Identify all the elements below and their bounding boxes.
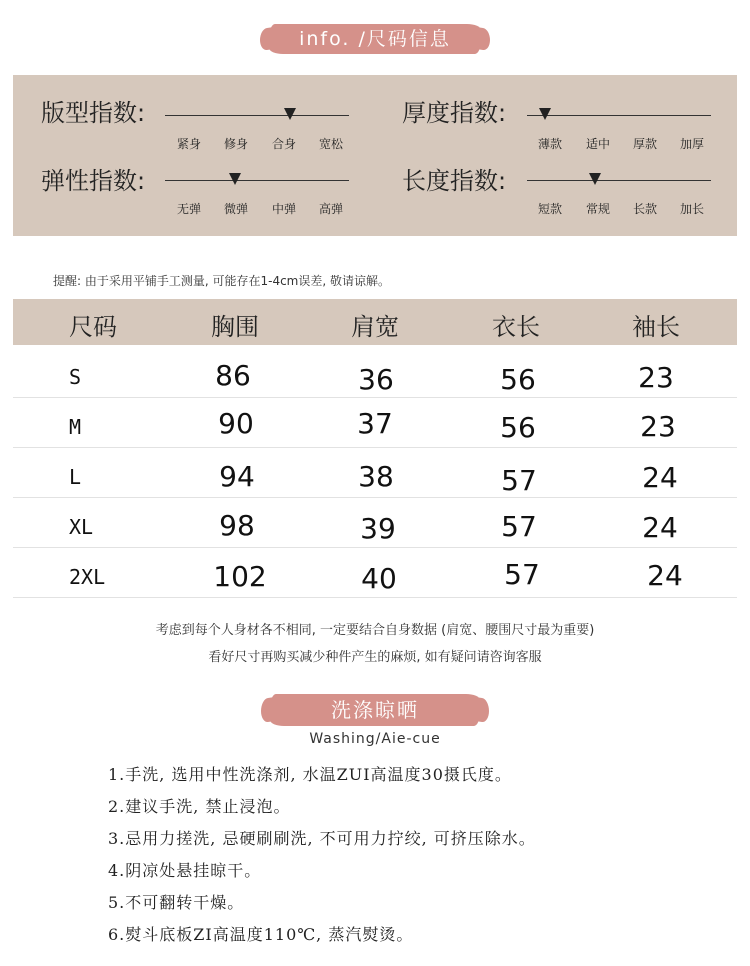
table-row bbox=[13, 497, 737, 548]
wash-item: 4.阴凉处悬挂晾干。 bbox=[108, 861, 262, 880]
length-option: 常规 bbox=[585, 202, 611, 216]
size-tip-line-2: 看好尺寸再购买减少种件产生的麻烦, 如有疑问请咨询客服 bbox=[208, 650, 542, 665]
size-table-header bbox=[13, 299, 737, 345]
thickness-index-scale bbox=[527, 80, 711, 151]
length-option: 短款 bbox=[537, 202, 563, 216]
thickness-index-marker bbox=[539, 108, 551, 120]
shoulder-cell: 37 bbox=[357, 407, 393, 440]
sleeve-cell: 24 bbox=[642, 511, 678, 544]
elasticity-option: 微弹 bbox=[223, 202, 249, 216]
fit-index-label: 版型指数: bbox=[41, 99, 146, 127]
header-sleeve: 袖长 bbox=[632, 313, 680, 341]
size-cell: L bbox=[69, 465, 82, 489]
length-option: 长款 bbox=[632, 202, 658, 216]
header-chest: 胸围 bbox=[211, 313, 259, 341]
wash-item: 5.不可翻转干燥。 bbox=[108, 893, 245, 912]
wash-item: 1.手洗, 选用中性洗涤剂, 水温ZUI高温度30摄氏度。 bbox=[108, 765, 512, 784]
table-row bbox=[13, 447, 737, 498]
thickness-option: 加厚 bbox=[679, 137, 705, 151]
fit-option: 宽松 bbox=[318, 137, 344, 151]
sleeve-cell: 24 bbox=[647, 559, 683, 592]
fit-index-marker bbox=[284, 108, 296, 120]
thickness-index-label: 厚度指数: bbox=[402, 99, 507, 127]
length-index-marker bbox=[589, 173, 601, 185]
elasticity-option: 中弹 bbox=[271, 202, 297, 216]
length-cell: 57 bbox=[504, 558, 540, 591]
sleeve-cell: 23 bbox=[638, 361, 674, 394]
chest-cell: 86 bbox=[215, 359, 251, 392]
size-cell: XL bbox=[69, 515, 94, 539]
fit-index-scale bbox=[165, 80, 349, 151]
thickness-option: 厚款 bbox=[632, 137, 658, 151]
chest-cell: 94 bbox=[219, 460, 255, 493]
chest-cell: 90 bbox=[218, 407, 254, 440]
elasticity-option: 高弹 bbox=[318, 202, 344, 216]
shoulder-cell: 38 bbox=[358, 460, 394, 493]
table-row bbox=[13, 347, 737, 398]
shoulder-cell: 36 bbox=[358, 363, 394, 396]
wash-item: 3.忌用力搓洗, 忌硬刷刷洗, 不可用力拧绞, 可挤压除水。 bbox=[108, 829, 536, 848]
header-size: 尺码 bbox=[69, 313, 117, 341]
size-tip-line-1: 考虑到每个人身材各不相同, 一定要结合自身数据 (肩宽、腰围尺寸最为重要) bbox=[155, 623, 595, 638]
header-length: 衣长 bbox=[492, 313, 540, 341]
length-cell: 56 bbox=[500, 363, 536, 396]
shoulder-cell: 40 bbox=[361, 562, 397, 595]
fit-option: 合身 bbox=[271, 137, 297, 151]
length-index-label: 长度指数: bbox=[402, 167, 507, 195]
wash-banner: 洗涤晾晒 bbox=[270, 694, 480, 726]
fit-option: 紧身 bbox=[176, 137, 202, 151]
size-cell: S bbox=[69, 365, 82, 389]
length-cell: 57 bbox=[501, 510, 537, 543]
size-cell: 2XL bbox=[69, 565, 106, 589]
thickness-option: 薄款 bbox=[537, 137, 563, 151]
size-cell: M bbox=[69, 415, 82, 439]
wash-item: 2.建议手洗, 禁止浸泡。 bbox=[108, 797, 291, 816]
elasticity-index-marker bbox=[229, 173, 241, 185]
thickness-option: 适中 bbox=[585, 137, 611, 151]
elasticity-index-label: 弹性指数: bbox=[41, 167, 146, 195]
wash-item: 6.熨斗底板ZI高温度110℃, 蒸汽熨烫。 bbox=[108, 925, 414, 944]
header-shoulder: 肩宽 bbox=[351, 313, 399, 341]
elasticity-index-scale bbox=[165, 145, 349, 216]
sleeve-cell: 23 bbox=[640, 410, 676, 443]
measurement-note: 提醒: 由于采用平铺手工测量, 可能存在1-4cm误差, 敬请谅解。 bbox=[53, 274, 391, 288]
table-row bbox=[13, 547, 737, 598]
elasticity-option: 无弹 bbox=[176, 202, 202, 216]
info-banner: info. /尺码信息 bbox=[269, 24, 481, 54]
fit-option: 修身 bbox=[223, 137, 249, 151]
chest-cell: 102 bbox=[213, 560, 267, 593]
wash-instructions bbox=[108, 762, 536, 954]
sleeve-cell: 24 bbox=[642, 461, 678, 494]
length-cell: 57 bbox=[501, 464, 537, 497]
chest-cell: 98 bbox=[219, 509, 255, 542]
shoulder-cell: 39 bbox=[360, 512, 396, 545]
table-row bbox=[13, 397, 737, 448]
length-index-scale bbox=[527, 145, 711, 216]
index-panel bbox=[13, 75, 737, 236]
wash-subtitle: Washing/Aie-cue bbox=[309, 731, 441, 747]
length-option: 加长 bbox=[679, 202, 705, 216]
length-cell: 56 bbox=[500, 411, 536, 444]
